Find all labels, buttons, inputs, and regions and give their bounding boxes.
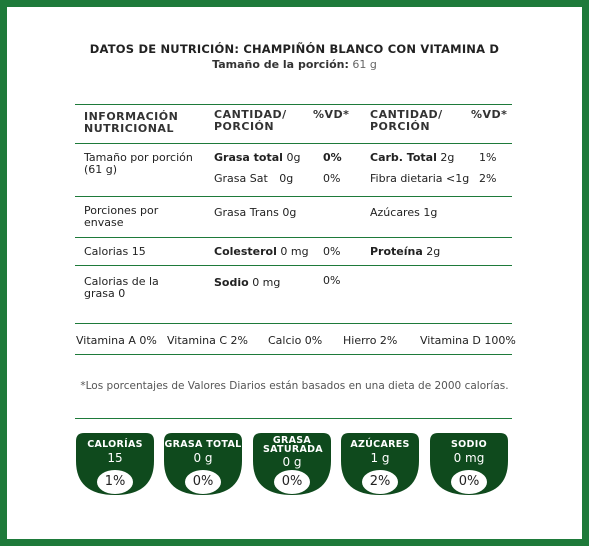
row2-info: Porciones por envase: [84, 204, 159, 229]
header-amount-2: CANTIDAD/ PORCIÓN: [370, 108, 443, 133]
trans-fat-amount: 0g: [282, 206, 297, 219]
badge-value: 1 g: [370, 451, 390, 465]
calcium: Calcio 0%: [268, 334, 323, 347]
serving-size: [0, 58, 589, 71]
badge-sugars: [341, 433, 419, 495]
footnote-rule: [75, 418, 512, 419]
sodium-name: Sodio: [214, 276, 249, 289]
total-carb-dv: 1%: [479, 151, 497, 164]
badge-total-fat: [164, 433, 242, 495]
protein-name: Proteína: [370, 245, 423, 258]
footnote: *Los porcentajes de Valores Diarios están basados en una dieta de 2000 calorías.: [80, 380, 509, 392]
badge-saturated-fat: [253, 433, 331, 495]
fiber-name: Fibra dietaria: [370, 172, 443, 185]
badge-label: AZÚCARES: [350, 439, 410, 450]
table-header-rule: [75, 143, 512, 144]
header-dv-1: %VD*: [313, 108, 350, 121]
iron: Hierro 2%: [343, 334, 398, 347]
serving-size-value: 61 g: [352, 58, 377, 71]
row4-info: Calorias de la grasa 0: [84, 275, 159, 300]
sodium-dv: 0%: [323, 274, 341, 287]
sugars-name: Azúcares: [370, 206, 420, 219]
badge-percent: 0%: [185, 470, 221, 494]
total-carb: [370, 152, 454, 164]
protein: [370, 246, 440, 258]
badge-calories: [76, 433, 154, 495]
badge-value: 0 mg: [453, 451, 485, 465]
header-dv-2: %VD*: [471, 108, 508, 121]
page-title: DATOS DE NUTRICIÓN: CHAMPIÑÓN BLANCO CON VITAMINA D: [89, 42, 500, 56]
badge-label: GRASA TOTAL: [164, 439, 242, 450]
vitamin-c: Vitamina C 2%: [167, 334, 249, 347]
sat-fat-name: Grasa Sat: [214, 172, 268, 185]
total-fat: [214, 152, 300, 164]
badge-value: 0 g: [193, 451, 213, 465]
header-info: INFORMACIÓN NUTRICIONAL: [84, 110, 179, 135]
badge-sodium: [430, 433, 508, 495]
total-carb-amount: 2g: [440, 151, 455, 164]
badge-percent: 2%: [362, 470, 398, 494]
table-top-rule: [75, 104, 512, 105]
row-divider: [75, 196, 512, 197]
sodium: [214, 277, 280, 289]
cholesterol-amount: 0 mg: [280, 245, 309, 258]
fiber-dv: 2%: [479, 172, 497, 185]
badge-value: 15: [107, 451, 123, 465]
cholesterol-name: Colesterol: [214, 245, 277, 258]
serving-size-label: Tamaño de la porción:: [212, 58, 349, 71]
total-fat-dv: 0%: [323, 151, 342, 164]
badge-value: 0 g: [282, 455, 302, 469]
row-divider: [75, 265, 512, 266]
total-carb-name: Carb. Total: [370, 151, 437, 164]
sat-fat-amount: 0g: [279, 172, 294, 185]
badge-percent: 0%: [451, 470, 487, 494]
trans-fat-name: Grasa Trans: [214, 206, 279, 219]
cholesterol-dv: 0%: [323, 245, 341, 258]
badge-label: GRASA SATURADA: [263, 435, 323, 455]
total-fat-name: Grasa total: [214, 151, 283, 164]
sat-fat-dv: 0%: [323, 172, 341, 185]
header-amount-1: CANTIDAD/ PORCIÓN: [214, 108, 287, 133]
total-fat-amount: 0g: [286, 151, 301, 164]
sat-fat: [214, 173, 293, 185]
badge-percent: 0%: [274, 470, 310, 494]
badge-label: CALORÍAS: [87, 439, 143, 450]
table-bottom-rule: [75, 323, 512, 324]
sugars: [370, 207, 437, 219]
cholesterol: [214, 246, 309, 258]
sugars-amount: 1g: [423, 206, 438, 219]
badge-label: SODIO: [451, 439, 487, 450]
trans-fat: [214, 207, 296, 219]
row-divider: [75, 237, 512, 238]
protein-amount: 2g: [426, 245, 441, 258]
row3-info: Calorias 15: [84, 245, 146, 258]
vitamin-a: Vitamina A 0%: [76, 334, 157, 347]
sodium-amount: 0 mg: [252, 276, 281, 289]
badge-percent: 1%: [97, 470, 133, 494]
vitamins-rule: [75, 354, 512, 355]
fiber: [370, 173, 469, 185]
vitamin-d: Vitamina D 100%: [420, 334, 516, 347]
fiber-amount: <1g: [446, 172, 470, 185]
row1-info: Tamaño por porción (61 g): [84, 151, 193, 176]
